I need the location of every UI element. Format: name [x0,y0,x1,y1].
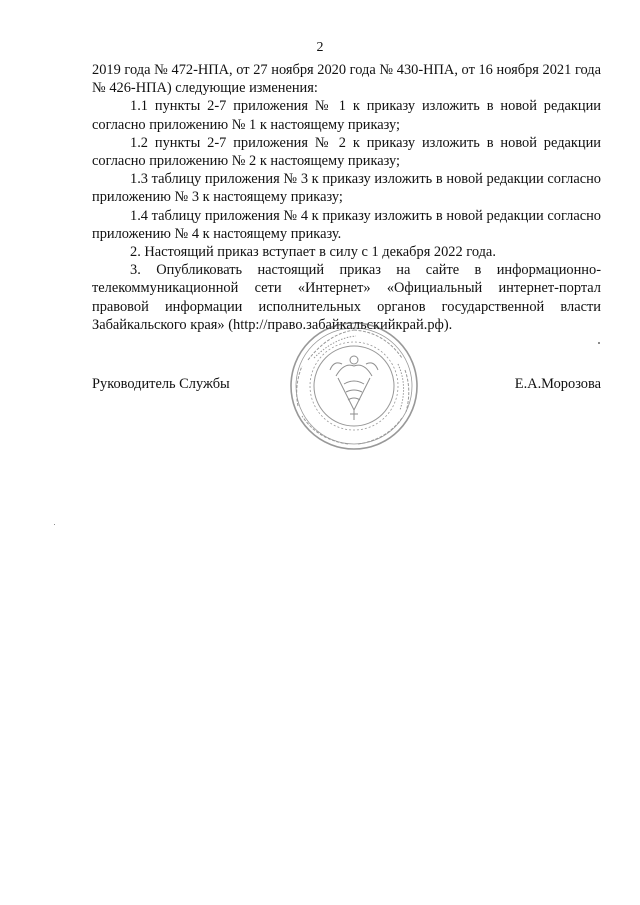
paragraph-item-1-1: 1.1 пункты 2-7 приложения № 1 к приказу изложить в новой редакции согласно приложению № 1 к настоящему приказу; [92,98,601,133]
scan-speck [54,524,55,525]
page-number: 2 [316,40,324,55]
signatory-name: Е.А.Морозова [514,376,601,392]
signature-block [92,376,601,393]
paragraph-item-1-3: 1.3 таблицу приложения № 3 к приказу изложить в новой редакции согласно приложению № 3 к настоящему приказу; [92,171,601,206]
document-body [92,61,601,334]
paragraph-item-1-2: 1.2 пункты 2-7 приложения № 2 к приказу изложить в новой редакции согласно приложению № 2 к настоящему приказу; [92,134,601,170]
scan-speck [598,342,600,344]
signatory-position: Руководитель Службы [92,376,230,392]
paragraph-item-1-4: 1.4 таблицу приложения № 4 к приказу изложить в новой редакции согласно приложению № 4 к настоящему приказу. [92,207,601,242]
paragraph-item-2: 2. Настоящий приказ вступает в силу с 1 декабря 2022 года. [130,244,496,261]
paragraph-item-3: 3. Опубликовать настоящий приказ на сайте в информационно-телекоммуникационной сети «Интернет» «Официальный интернет-портал правовой информации исполнительных органов государственной власти Забайкальского края» (http://право.забайкальскийкрай.рф). [92,262,601,333]
paragraph-intro: 2019 года № 472-НПА, от 27 ноября 2020 года № 430-НПА, от 16 ноября 2021 года № 426-НПА) следующие изменения: [92,62,601,97]
